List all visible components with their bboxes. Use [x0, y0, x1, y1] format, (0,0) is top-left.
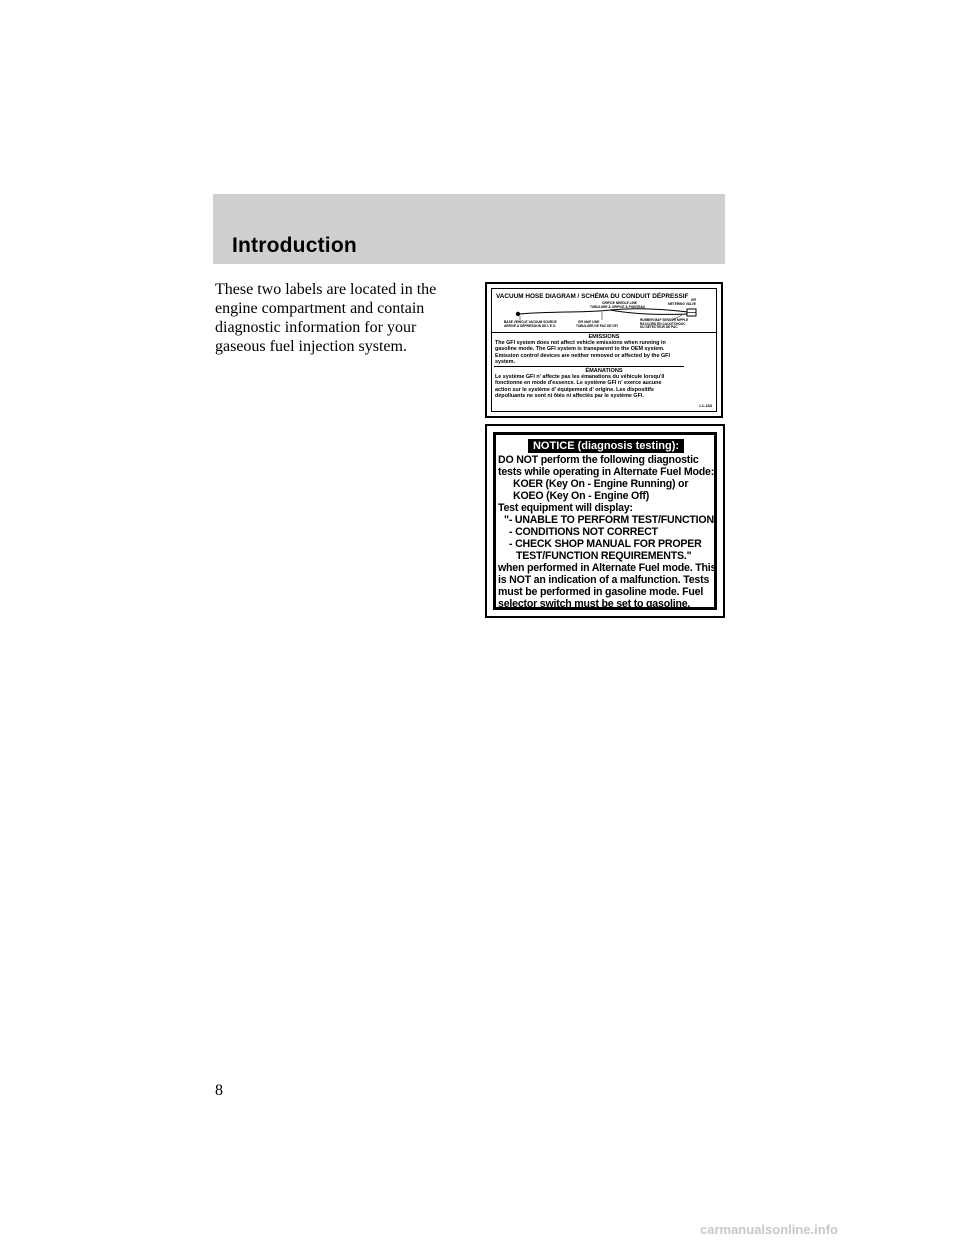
section-title: Introduction [232, 234, 357, 257]
notice-label-inner [493, 432, 717, 610]
intro-paragraph [215, 280, 475, 356]
notice-line: must be performed in gasoline mode. Fuel [498, 586, 704, 598]
emissions-line: gasoline mode. The GFI system is transparent to the OEM system. [495, 346, 665, 353]
emissions-text [495, 340, 715, 366]
metering-valve-label: METERING VALVE [668, 302, 696, 306]
emissions-line: system. [495, 359, 516, 366]
notice-line: - CHECK SHOP MANUAL FOR PROPER [509, 538, 702, 550]
watermark: carmanualsonline.info [700, 1222, 838, 1237]
notice-line: KOEO (Key On - Engine Off) [513, 490, 650, 502]
notice-line: "- UNABLE TO PERFORM TEST/FUNCTION [504, 514, 714, 526]
notice-line: tests while operating in Alternate Fuel Mode: [498, 466, 715, 478]
emissions-line: The GFI system does not affect vehicle emissions when running in [495, 340, 666, 346]
emanations-line: fonctionne en mode d'essence. Le système GFI n' exerce aucune [495, 380, 662, 387]
base-vehicle-source-label: BASE VEHICLE VACUUM SOURCE [504, 320, 557, 324]
divider [494, 366, 684, 367]
emanations-line: action sur le système d' équipement d' origine. Les dispositifs [495, 386, 654, 393]
notice-line: TEST/FUNCTION REQUIREMENTS." [516, 550, 692, 562]
orifice-needle-line-fr-label: TUBULURE À ORIFICE À POINTEAU [590, 305, 646, 309]
intro-line: engine compartment and contain [215, 300, 425, 317]
vacuum-hose-title: VACUUM HOSE DIAGRAM / SCHÉMA DU CONDUIT DÉPRESSIF [496, 293, 689, 300]
notice-line: - CONDITIONS NOT CORRECT [509, 526, 658, 538]
orifice-needle-line-label: ORIFICE NEEDLE LINE [602, 301, 637, 305]
rubber-map-nipple-label: RUBBER MAP SENSOR NIPPLE [640, 318, 689, 322]
emanations-heading: ÉMANATIONS [585, 368, 623, 374]
notice-line: when performed in Alternate Fuel mode. This [498, 562, 717, 574]
notice-line: is NOT an indication of a malfunction. Tests [498, 574, 710, 586]
emissions-line: Emission control devices are neither removed or affected by the GFI [495, 352, 670, 359]
vacuum-hose-label-inner [491, 288, 717, 412]
gfi-map-line-fr-label: TUBULURE DE PAC DE GFI [576, 323, 618, 328]
intro-line: gaseous fuel injection system. [215, 338, 407, 355]
emanations-text [495, 374, 715, 400]
intro-line: These two labels are located in the [215, 281, 437, 298]
intro-line: diagnostic information for your [215, 319, 417, 336]
gfi-label: GFI [691, 298, 697, 302]
notice-line: Test equipment will display: [498, 502, 633, 514]
notice-line: selector switch must be set to gasoline. [498, 598, 691, 610]
page-number: 8 [215, 1082, 223, 1099]
emanations-line: dépolluants ne sont ni ôtés ni affectés par le système GFI. [495, 393, 644, 400]
base-vehicle-source-fr-label: ARRIVÉ À DÉPRESSION DE L'E.O. [504, 323, 557, 328]
notice-line: DO NOT perform the following diagnostic [498, 454, 699, 466]
emanations-line: Le système GFI n' affecte pas les émanations du véhicule lorsqu'il [495, 374, 665, 380]
notice-label [485, 424, 725, 618]
rubber-map-nipple-fr2-label: DU DÉTECTEUR DE PAC [640, 325, 678, 329]
label-code: L1-183 [699, 403, 712, 408]
divider [492, 332, 716, 333]
vacuum-hose-label [485, 282, 723, 418]
rubber-map-nipple-fr1-label: RACCORD EN CAOUTCHOUC [640, 321, 686, 326]
notice-line: KOER (Key On - Engine Running) or [513, 478, 689, 490]
notice-badge: NOTICE (diagnosis testing): [528, 439, 684, 453]
gfi-map-line-label: GFI MAP LINE [578, 320, 600, 324]
emissions-heading: EMISSIONS [588, 334, 620, 340]
